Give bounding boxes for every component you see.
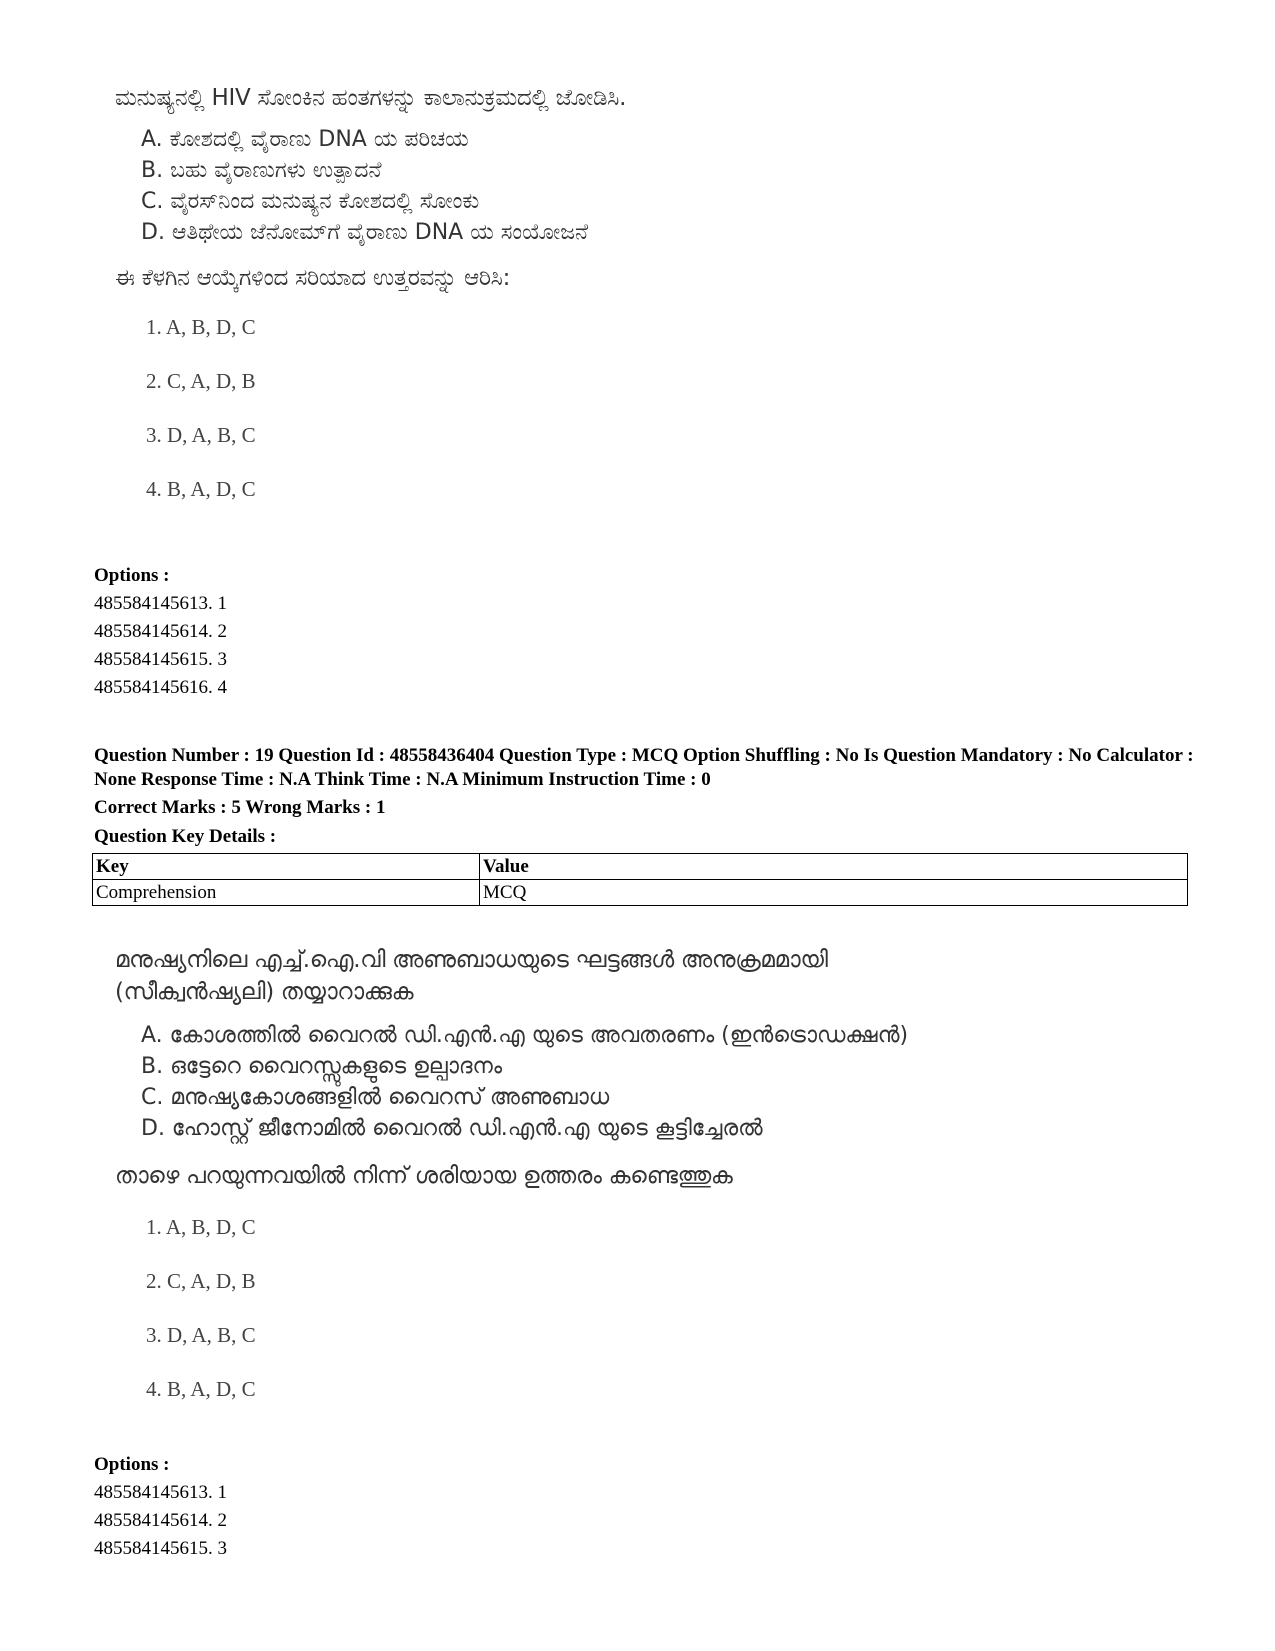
choice-3: 3. D, A, B, C — [146, 1323, 256, 1347]
table-cell-value: MCQ — [480, 880, 1188, 906]
choice-1: 1. A, B, D, C — [146, 1215, 256, 1239]
statement-list — [115, 1020, 908, 1144]
question-text-line-2: (സീക്വൻഷ്യലി) തയ്യാറാക്കുക — [115, 979, 414, 1005]
question-18-options — [94, 562, 227, 702]
statement-list — [115, 124, 626, 248]
question-19-marks: Correct Marks : 5 Wrong Marks : 1 — [94, 797, 386, 818]
statement-b: B. ഒട്ടേറെ വൈറസ്സുകളുടെ ഉല്പാദനം — [141, 1054, 503, 1079]
statement-d: D. ഹോസ്റ്റ് ജീനോമിൽ വൈറൽ ഡി.എൻ.എ യുടെ കൂട്ടിച്ചേരൽ — [141, 1116, 763, 1141]
statement-d: D. ಆತಿಥೇಯ ಜೆನೋಮ್‌ಗೆ ವೈರಾಣು DNA ಯ ಸಂಯೋಜನೆ — [141, 220, 589, 245]
key-details-label: Question Key Details : — [94, 826, 277, 847]
choice-list — [115, 314, 626, 530]
choice-2: 2. C, A, D, B — [146, 369, 256, 393]
option-item: 485584145613. 1 — [94, 593, 227, 614]
choice-4: 4. B, A, D, C — [146, 1377, 256, 1401]
option-item: 485584145614. 2 — [94, 621, 227, 642]
question-18-image — [115, 82, 626, 530]
choice-3: 3. D, A, B, C — [146, 423, 256, 447]
option-item: 485584145615. 3 — [94, 649, 227, 670]
choice-4: 4. B, A, D, C — [146, 477, 256, 501]
statement-c: C. ವೈರಸ್‌ನಿಂದ ಮನುಷ್ಯನ ಕೋಶದಲ್ಲಿ ಸೋಂಕು — [141, 189, 480, 214]
table-row — [93, 880, 1188, 906]
question-19-image — [115, 944, 908, 1430]
option-item: 485584145614. 2 — [94, 1510, 227, 1531]
choice-2: 2. C, A, D, B — [146, 1269, 256, 1293]
choice-list — [115, 1214, 908, 1430]
statement-a: A. ಕೋಶದಲ್ಲಿ ವೈರಾಣು DNA ಯ ಪರಿಚಯ — [141, 127, 469, 152]
choice-1: 1. A, B, D, C — [146, 315, 256, 339]
table-header-key: Key — [93, 854, 480, 880]
table-header-value: Value — [480, 854, 1188, 880]
statement-b: B. ಬಹು ವೈರಾಣುಗಳು ಉತ್ಪಾದನೆ — [141, 158, 382, 183]
key-details-table — [92, 853, 1188, 906]
question-19-meta: Question Number : 19 Question Id : 48558436404 Question Type : MCQ Option Shuffling : No Is Question Mandatory : No Calculator : None Response Time : N.A Think Time : N.A Minimum Instruction Time : 0 — [94, 745, 1194, 790]
table-cell-key: Comprehension — [93, 880, 480, 906]
options-label: Options : — [94, 1454, 170, 1475]
options-label: Options : — [94, 565, 170, 586]
instruction-text: താഴെ പറയുന്നവയിൽ നിന്ന് ശരിയായ ഉത്തരം കണ്ടെത്തുക — [115, 1163, 733, 1189]
statement-a: A. കോശത്തിൽ വൈറൽ ഡി.എൻ.എ യുടെ അവതരണം (ഇൻട്രൊഡക്ഷൻ) — [141, 1023, 909, 1048]
option-item: 485584145613. 1 — [94, 1482, 227, 1503]
option-item: 485584145616. 4 — [94, 677, 227, 698]
question-text: ಮನುಷ್ಯನಲ್ಲಿ HIV ಸೋಂಕಿನ ಹಂತಗಳನ್ನು ಕಾಲಾನುಕ್ರಮದಲ್ಲಿ ಜೋಡಿಸಿ. — [115, 85, 627, 111]
instruction-text: ಈ ಕೆಳಗಿನ ಆಯ್ಕೆಗಳಿಂದ ಸರಿಯಾದ ಉತ್ತರವನ್ನು ಆರಿಸಿ: — [115, 265, 511, 291]
table-header-row — [93, 854, 1188, 880]
question-text-line-1: മനുഷ്യനിലെ എച്ച്.ഐ.വി അണുബാധയുടെ ഘട്ടങ്ങൾ അനുക്രമമായി — [115, 947, 828, 973]
question-19-options — [94, 1451, 227, 1563]
option-item: 485584145615. 3 — [94, 1538, 227, 1559]
statement-c: C. മനുഷ്യകോശങ്ങളിൽ വൈറസ് അണുബാധ — [141, 1085, 610, 1110]
